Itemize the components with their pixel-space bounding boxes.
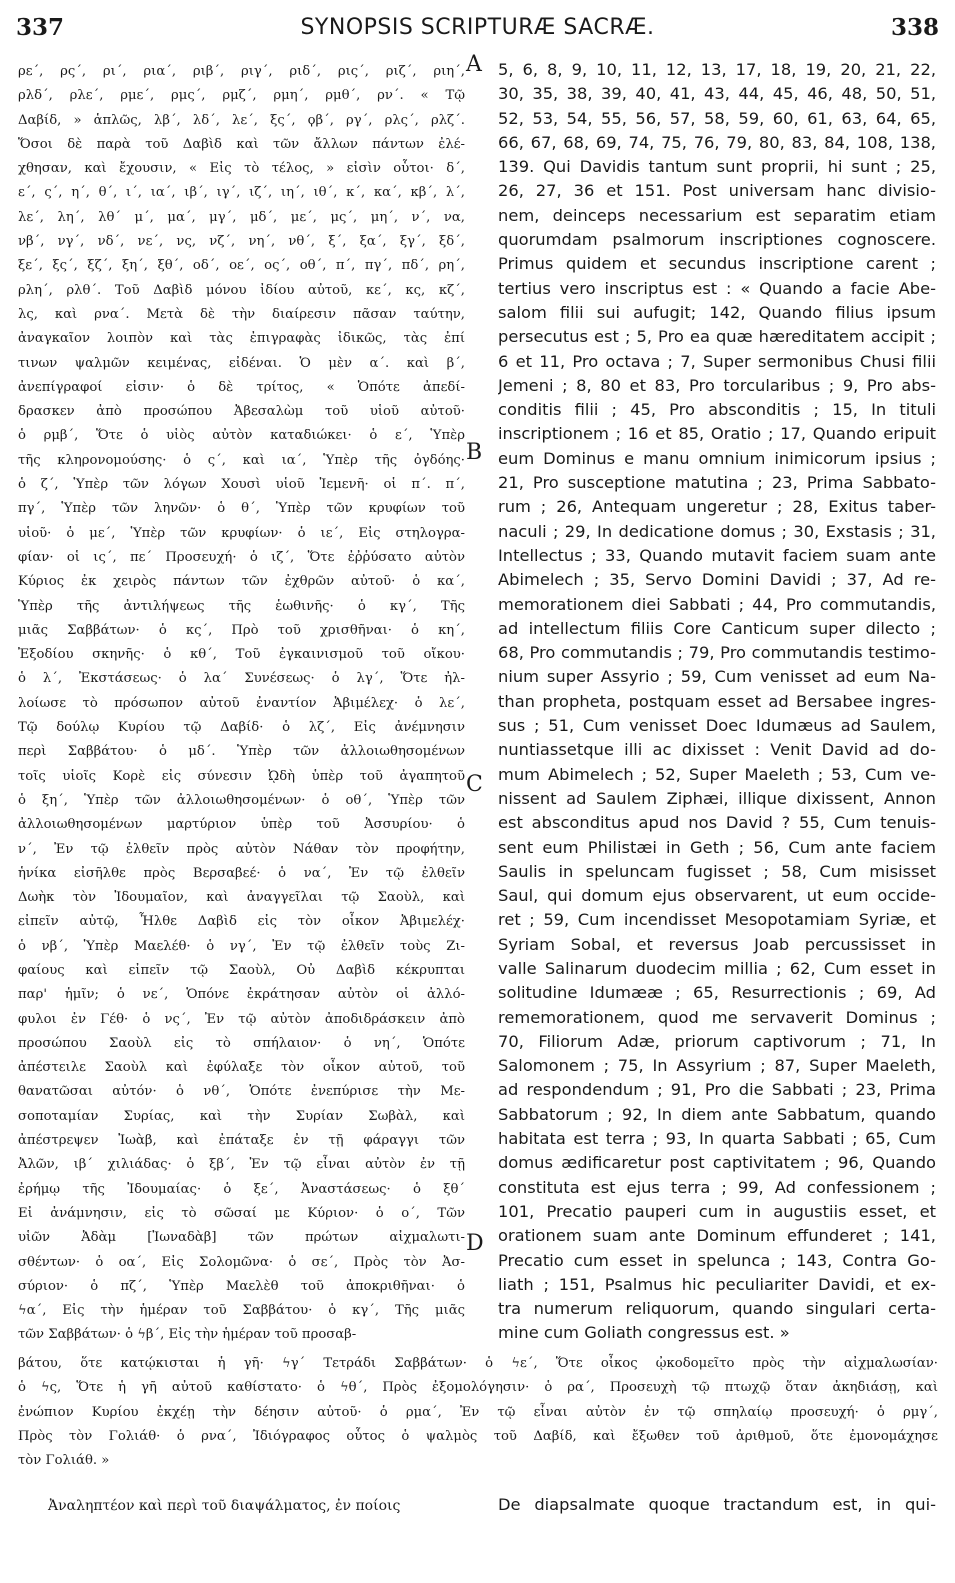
latin-text-line: mum Abimelech ; 52, Super Maeleth ; 53, Cum ve-: [498, 764, 936, 784]
greek-text-line: πγ΄, Ὑπὲρ τῶν ληνῶν· ὁ θ΄, Ὑπὲρ τῶν κρυφίων τοῦ: [18, 501, 465, 517]
page-header: [0, 0, 955, 56]
latin-text-line: nem, deinceps necessarium est separatim etiam: [498, 205, 936, 225]
greek-text-line: φυλοι ἐν Γέθ· ὁ νς΄, Ἐν τῷ αὐτὸν ἀποδιδράσκειν ἀπὸ: [18, 1011, 465, 1027]
latin-text-line: tra numerum reliquorum, quando singulari certa-: [498, 1299, 936, 1319]
greek-text-line: ὁ ζ΄, Ὑπὲρ τῶν λόγων Χουσὶ υἱοῦ Ἰεμενῆ· οἱ π΄. π΄,: [18, 477, 465, 493]
greek-text-line: Ἐξοδίου σκηνῆς· ὁ κθ΄, Τοῦ ἐγκαινισμοῦ τοῦ οἴκου·: [18, 647, 465, 663]
margin-letter-c: C: [466, 772, 483, 797]
latin-column: [498, 58, 936, 1346]
greek-text-line: θανατῶσαι αὐτόν· ὁ νθ΄, Ὁπότε ἐνεπύρισε τὴν Με-: [18, 1084, 465, 1100]
greek-text-line: ἀπέστειλε Σαοὺλ καὶ ἐφύλαξε τὸν οἶκον αὐτοῦ, τοῦ: [18, 1060, 465, 1076]
latin-text-line: 21, Pro susceptione matutina ; 23, Prima Sabbato-: [498, 473, 936, 493]
margin-letter-a: A: [466, 52, 482, 77]
greek-text-line: μιᾶς Σαββάτων· ὁ κς΄, Πρὸ τοῦ χρισθῆναι· ὁ κη΄,: [18, 622, 465, 638]
latin-text-line: 68, Pro commutandis ; 79, Pro commutandis testimo-: [498, 643, 936, 663]
greek-text-line: ρλη΄, ρλθ΄. Τοῦ Δαβὶδ μόνου ἰδίου αὐτοῦ, κε΄, κς, κζ΄,: [18, 282, 465, 298]
greek-text-line: φαίους καὶ εἰπεῖν τῷ Σαοὺλ, Οὐ Δαβὶδ κέκρυπται: [18, 962, 465, 978]
greek-text-line: ν΄, Ἐν τῷ ἐλθεῖν πρὸς αὐτὸν Νάθαν τὸν προφήτην,: [18, 841, 465, 857]
greek-text-line: ρλδ΄, ρλε΄, ρμε΄, ρμς΄, ρμζ΄, ρμη΄, ρμθ΄, ρν΄. « Τῷ: [18, 88, 465, 104]
greek-text-line: προσώπου Σαοὺλ εἰς τὸ σπήλαιον· ὁ νη΄, Ὁπότε: [18, 1035, 465, 1051]
latin-text-line: sus ; 51, Cum venisset Doec Idumæus ad Saulem,: [498, 716, 936, 736]
greek-text-line: ἀνεπίγραφοί εἰσιν· ὁ δὲ τρίτος, « Ὁπότε ἀπεδί-: [18, 379, 465, 395]
latin-text-line: persecutus est ; 5, Pro ea quæ hæreditatem accipit ;: [498, 327, 936, 347]
latin-text-line: Saulis in speluncam fugisset ; 58, Cum misisset: [498, 861, 936, 881]
latin-text-line: ad intellectum filiis Core Canticum super dilecto ;: [498, 618, 936, 638]
latin-text-line: Abimelech ; 35, Servo Domini Davidi ; 37, Ad re-: [498, 570, 936, 590]
latin-text-line: valle Salinarum duodecim millia ; 62, Cum esset in: [498, 958, 936, 978]
latin-text-line: than propheta, postquam esset ad Bersabee ingres-: [498, 691, 936, 711]
latin-text-line: inscriptionem ; 16 et 85, Oratio ; 17, Quando eripuit: [498, 424, 936, 444]
latin-text-line: Primus quidem et secundus inscriptione carent ;: [498, 254, 936, 274]
greek-text-line: σοποταμίαν Συρίας, καὶ τὴν Συρίαν Σωβὰλ, καὶ: [18, 1108, 465, 1124]
latin-text-line: Intellectus ; 33, Quando mutavit faciem suam ante: [498, 545, 936, 565]
full-width-text-line: ἐνώπιον Κυρίου ἐκχέῃ τὴν δέησιν αὐτοῦ· ὁ ρμα΄, Ἐν τῷ εἶναι αὐτὸν ἐν τῷ σπηλαίῳ προσευχή· ὁ ρμγ΄,: [18, 1404, 938, 1420]
greek-text-line: ρε΄, ρς΄, ρι΄, ρια΄, ριβ΄, ριγ΄, ριδ΄, ρις΄, ριζ΄, ριη΄,: [18, 64, 465, 79]
latin-text-line: memorationem diei Sabbati ; 44, Pro commutandis,: [498, 594, 936, 614]
latin-text-line: Saul, qui domum ejus observarent, ut eum occide-: [498, 886, 936, 906]
greek-text-line: ὁ νβ΄, Ὑπὲρ Μαελέθ· ὁ νγ΄, Ἐν τῷ ἐλθεῖν τοὺς Ζι-: [18, 938, 465, 954]
greek-text-line: Εἰ ἀνάμνησιν, εἰς τὸ σῶσαί με Κύριον· ὁ ο΄, Τῶν: [18, 1205, 465, 1221]
greek-text-line: υἱοῦ· ὁ με΄, Ὑπὲρ τῶν κρυφίων· ὁ ιε΄, Εἰς στηλογρα-: [18, 525, 465, 541]
full-width-text-line: βάτου, ὅτε κατῴκισται ἡ γῆ· ϟγ΄ Τετράδι Σαββάτων· ὁ ϟε΄, Ὅτε οἶκος ᾠκοδομεῖτο πρὸς τὴν αἰχμαλωσίαν·: [18, 1356, 938, 1371]
latin-text-line: nissent ad Saulem Ziphæi, illique dixissent, Annon: [498, 788, 936, 808]
greek-text-line: νβ΄, νγ΄, νδ΄, νε΄, νς, νζ΄, νη΄, νθ΄, ξ΄, ξα΄, ξγ΄, ξδ΄,: [18, 234, 465, 250]
latin-text-line: salom filii sui aufugit; 142, Quando filius ipsum: [498, 302, 936, 322]
latin-text-line: nuntiassetque illi ac dixisset : Venit David ad do-: [498, 740, 936, 760]
greek-text-line: ὁ ρμβ΄, Ὅτε ὁ υἱὸς αὐτὸν καταδιώκει· ὁ ε΄, Ὑπὲρ: [18, 428, 465, 444]
greek-text-line: δρασκεν ἀπὸ προσώπου Ἀβεσαλὼμ τοῦ υἱοῦ αὐτοῦ·: [18, 404, 465, 420]
latin-text-line: 5, 6, 8, 9, 10, 11, 12, 13, 17, 18, 19, 20, 21, 22,: [498, 60, 936, 79]
latin-text-line: liath ; 151, Psalmus hic peculiariter Davidi, et ex-: [498, 1274, 936, 1294]
greek-text-line: ξε΄, ξς΄, ξζ΄, ξη΄, ξθ΄, οδ΄, οε΄, ος΄, οθ΄, π΄, πγ΄, πδ΄, ρη΄,: [18, 258, 465, 274]
latin-text-line: est absconditus apud nos David ? 55, Cum tenuis-: [498, 813, 936, 833]
greek-text-line: λε΄, λη΄, λθ΄ μ΄, μα΄, μγ΄, μδ΄, με΄, μς΄, μη΄, ν΄, να,: [18, 209, 465, 225]
greek-text-line: ἀλλοιωθησομένων μαρτύριον ὑπὲρ τοῦ Ἀσσυρίου· ὁ: [18, 817, 465, 833]
greek-text-line: Κύριος ἐκ χειρὸς πάντων τῶν ἐχθρῶν αὐτοῦ· ὁ κα΄,: [18, 574, 465, 590]
greek-text-line: χθησαν, καὶ ἔχουσιν, « Εἰς τὸ τέλος, » εἰσὶν οὗτοι· δ΄,: [18, 161, 465, 177]
latin-text-line: 101, Precatio pauperi cum in augustiis esset, et: [498, 1201, 936, 1221]
latin-text-line: Jemeni ; 8, 80 et 83, Pro torcularibus ; 9, Pro abs-: [498, 375, 936, 395]
greek-text-line: Τῷ δούλῳ Κυρίου τῷ Δαβίδ· ὁ λζ΄, Εἰς ἀνέμνησιν: [18, 720, 465, 736]
greek-text-line: φίαν· οἱ ις΄, πε΄ Προσευχή· ὁ ιζ΄, Ὅτε ἐῤῥύσατο αὐτὸν: [18, 549, 465, 565]
greek-text-line: υἱῶν Ἀδὰμ [Ἰωναδὰβ] τῶν πρώτων αἰχμαλωτι-: [18, 1230, 465, 1246]
running-title: SYNOPSIS SCRIPTURÆ SACRÆ.: [300, 15, 655, 40]
latin-text-line: 30, 35, 38, 39, 40, 41, 43, 44, 45, 46, 48, 50, 51,: [498, 84, 936, 104]
latin-text-line: Salomonem ; 75, In Assyrium ; 87, Super Maeleth,: [498, 1056, 936, 1076]
greek-text-line: περὶ Σαββάτου· ὁ μδ΄. Ὑπὲρ τῶν ἀλλοιωθησομένων: [18, 744, 465, 760]
greek-text-line: Δωὴκ τὸν Ἰδουμαῖον, καὶ ἀναγγεῖλαι τῷ Σαοὺλ, καὶ: [18, 890, 465, 906]
margin-letter-b: B: [466, 440, 483, 465]
latin-text-line: 66, 67, 68, 69, 74, 75, 76, 79, 80, 83, 84, 108, 138,: [498, 132, 936, 152]
latin-text-line: Sabbatorum ; 92, In diem ante Sabbatum, quando: [498, 1104, 936, 1124]
latin-text-line: constituta est ejus terra ; 99, Ad confessionem ;: [498, 1177, 936, 1197]
greek-text-line: λς, καὶ ρνα΄. Μετὰ δὲ τὴν διαίρεσιν πᾶσαν ταύτην,: [18, 306, 465, 322]
latin-text-line: ad respondendum ; 91, Pro die Sabbati ; 23, Prima: [498, 1080, 936, 1100]
latin-text-line: Precatio cum esset in spelunca ; 143, Contra Go-: [498, 1250, 936, 1270]
greek-text-line: ε΄, ς΄, η΄, θ΄, ι΄, ια΄, ιβ΄, ιγ΄, ιζ΄, ιη΄, ιθ΄, κ΄, κα΄, κβ΄, λ΄,: [18, 185, 465, 201]
bottom-greek-line: Ἀναληπτέον καὶ περὶ τοῦ διαψάλματος, ἐν ποίοις: [48, 1498, 401, 1514]
full-width-text-line: τὸν Γολιάθ. »: [18, 1453, 110, 1469]
latin-text-line: habitata est terra ; 93, In quarta Sabbati ; 65, Cum: [498, 1129, 936, 1149]
greek-text-line: παρ' ἡμῖν; ὁ νε΄, Ὁπόνε ἐκράτησαν αὐτὸν οἱ ἀλλό-: [18, 987, 465, 1003]
latin-text-line: conditis filii ; 45, Pro absconditis ; 15, In tituli: [498, 400, 936, 420]
latin-text-line: 26, 27, 36 et 151. Post universam hanc divisio-: [498, 181, 936, 201]
greek-text-line: τῶν Σαββάτων· ὁ ϟβ΄, Εἰς τὴν ἡμέραν τοῦ προσαβ-: [18, 1327, 357, 1343]
latin-text-line: 139. Qui Davidis tantum sunt proprii, hi sunt ; 25,: [498, 157, 936, 177]
greek-text-line: ἀναγκαῖον λοιπὸν καὶ τὰς ἐπιγραφὰς ἰδικῶς, τὰς ἐπί: [18, 331, 465, 347]
greek-text-line: ὁ λ΄, Ἐκστάσεως· ὁ λα΄ Συνέσεως· ὁ λγ΄, Ὅτε ἠλ-: [18, 671, 465, 687]
latin-text-line: eum Dominus e manu omnium inimicorum ipsius ;: [498, 448, 936, 468]
greek-text-line: Ὑπὲρ τῆς ἀντιλήψεως τῆς ἑωθινῆς· ὁ κγ΄, Τῆς: [18, 598, 465, 614]
latin-text-line: mine cum Goliath congressus est. »: [498, 1323, 790, 1343]
full-width-greek-text: [18, 1352, 938, 1473]
latin-text-line: 70, Filiorum Adæ, priorum captivorum ; 71, In: [498, 1031, 936, 1051]
greek-text-line: σύριον· ὁ πζ΄, Ὑπὲρ Μαελὲθ τοῦ ἀποκριθῆναι· ὁ: [18, 1278, 465, 1294]
full-width-text-line: Πρὸς τὸν Γολιάθ· ὁ ρνα΄, Ἰδιόγραφος οὗτος ὁ ψαλμὸς τοῦ Δαβίδ, καὶ ἔξωθεν τοῦ ἀριθμοῦ, ὅτε ἐμονομάχησε: [18, 1428, 938, 1444]
latin-text-line: 6 et 11, Pro octava ; 7, Super sermonibus Chusi filii: [498, 351, 936, 371]
latin-text-line: solitudine Idumææ ; 65, Resurrectionis ; 69, Ad: [498, 983, 936, 1003]
latin-text-line: Syriam Sobal, et reversus Joab percussisset in: [498, 934, 936, 954]
latin-text-line: 52, 53, 54, 55, 56, 57, 58, 59, 60, 61, 63, 64, 65,: [498, 108, 936, 128]
greek-text-line: ὁ ξη΄, Ὑπὲρ τῶν ἀλλοιωθησομένων· ὁ οθ΄, Ὑπὲρ τῶν: [18, 792, 465, 808]
greek-text-line: ἀπέστρεψεν Ἰωὰβ, καὶ ἐπάταξε ἐν τῇ φάραγγι τῶν: [18, 1133, 465, 1149]
latin-text-line: sent eum Philistæi in Geth ; 56, Cum ante faciem: [498, 837, 936, 857]
greek-text-line: τοῖς υἱοῖς Κορὲ εἰς σύνεσιν ᾨδὴ ὑπὲρ τοῦ ἀγαπητοῦ: [18, 768, 465, 784]
greek-text-line: τινων ψαλμῶν κειμένας, εἰδέναι. Ὁ μὲν α΄. καὶ β΄,: [18, 355, 465, 371]
greek-text-line: Δαβίδ, » ἁπλῶς, λβ΄, λδ΄, λε΄, ξς΄, ϙβ΄, ργ΄, ρλς΄, ρλζ΄.: [18, 112, 465, 128]
margin-letter-d: D: [466, 1231, 484, 1256]
latin-text-line: naculi ; 29, In dedicatione domus ; 30, Exstasis ; 31,: [498, 521, 936, 541]
latin-text-line: rum ; 26, Antequam ungeretur ; 28, Exitus taber-: [498, 497, 936, 517]
latin-text-line: rememorationem, quod me servaverit Dominus ;: [498, 1007, 936, 1027]
greek-text-line: λοίωσε τὸ πρόσωπον αὐτοῦ ἐναντίον Ἀβιμέλεχ· ὁ λε΄,: [18, 695, 465, 711]
greek-text-line: Ἀλῶν, ιβ΄ χιλιάδας· ὁ ξβ΄, Ἐν τῷ εἶναι αὐτὸν ἐν τῇ: [18, 1157, 465, 1173]
latin-text-line: tertius vero inscriptus est : « Quando a facie Abe-: [498, 278, 936, 298]
latin-text-line: domus ædificaretur post captivitatem ; 96, Quando: [498, 1153, 936, 1173]
page-number-left: 337: [16, 14, 65, 41]
greek-text-line: ἐρήμῳ τῆς Ἰδουμαίας· ὁ ξε΄, Ἀναστάσεως· ὁ ξθ΄: [18, 1181, 465, 1197]
greek-column: [18, 60, 465, 1348]
greek-text-line: σθέντων· ὁ οα΄, Εἰς Σολομῶνα· ὁ σε΄, Πρὸς τὸν Ἀσ-: [18, 1254, 465, 1270]
greek-text-line: Ὅσοι δὲ παρὰ τοῦ Δαβὶδ καὶ τῶν ἄλλων πάντων ἐλέ-: [18, 136, 465, 152]
latin-text-line: orationem suam ante Dominum effunderet ; 141,: [498, 1226, 936, 1246]
greek-text-line: εἰπεῖν αὐτῷ, Ἦλθε Δαβὶδ εἰς τὸν οἶκον Ἀβιμελέχ·: [18, 914, 465, 930]
full-width-text-line: ὁ ϟς, Ὅτε ἡ γῆ αὐτοῦ καθίστατο· ὁ ϟθ΄, Πρὸς ἐξομολόγησιν· ὁ ρα΄, Προσευχὴ τῷ πτωχῷ ὅταν ἀκηδιάσῃ, καὶ: [18, 1380, 938, 1396]
latin-text-line: quorumdam psalmorum inscriptiones cognoscere.: [498, 230, 936, 250]
page-number-right: 338: [890, 14, 939, 41]
latin-text-line: ret ; 59, Cum incendisset Mesopotamiam Syriæ, et: [498, 910, 936, 930]
greek-text-line: ἡνίκα εἰσῆλθε πρὸς Βερσαβεέ· ὁ να΄, Ἐν τῷ ἐλθεῖν: [18, 865, 465, 881]
greek-text-line: ϟα΄, Εἰς τὴν ἡμέραν τοῦ Σαββάτου· ὁ κγ΄, Τῆς μιᾶς: [18, 1303, 465, 1319]
latin-text-line: nium super Assyrio ; 59, Cum venisset ad eum Na-: [498, 667, 936, 687]
greek-text-line: τῆς κληρονομούσης· ὁ ς΄, καὶ ια΄, Ὑπὲρ τῆς ὀγδόης·: [18, 452, 465, 468]
bottom-latin-line: De diapsalmate quoque tractandum est, in qui-: [498, 1495, 936, 1514]
